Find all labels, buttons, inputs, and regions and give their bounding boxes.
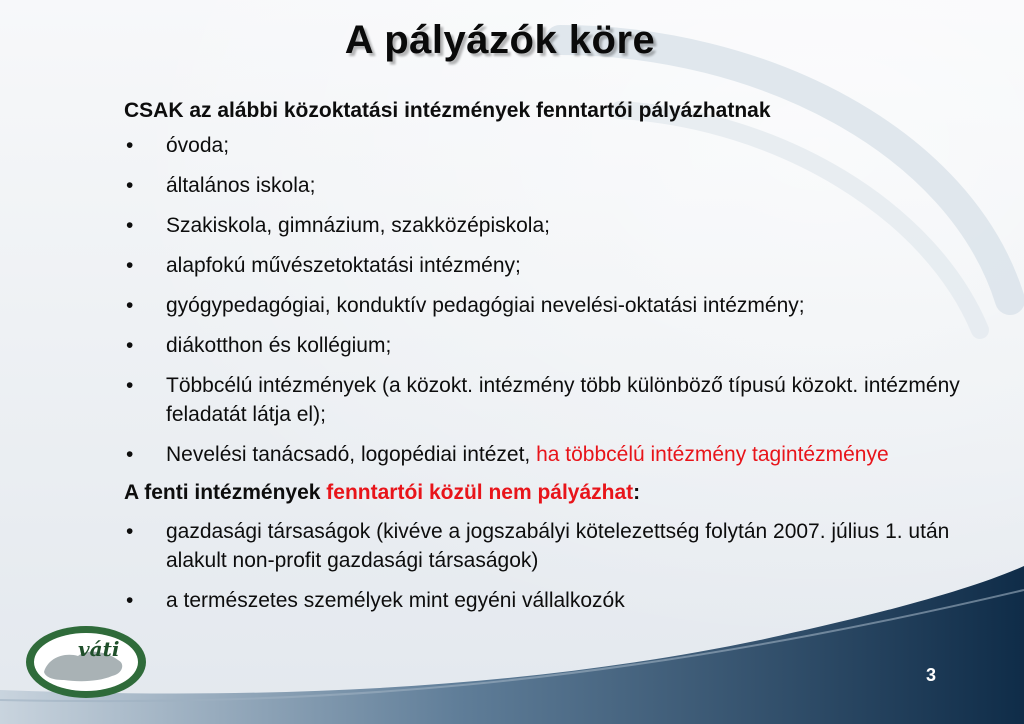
slide-title: A pályázók köre bbox=[344, 18, 656, 62]
eligible-heading: CSAK az alábbi közoktatási intézmények fenntartói pályázhatnak bbox=[124, 99, 771, 122]
bullet-point: • bbox=[126, 134, 134, 157]
excluded-intro bbox=[124, 478, 1014, 507]
list-item bbox=[124, 171, 1014, 200]
bullet-point: • bbox=[126, 334, 134, 357]
excluded-intro-suffix: : bbox=[633, 481, 641, 504]
list-item bbox=[124, 131, 1014, 160]
content-area bbox=[124, 96, 1014, 626]
bullet-point: • bbox=[126, 520, 134, 543]
excluded-intro-highlight: fenntartói közül nem pályázhat bbox=[326, 481, 634, 504]
list-item-text: gyógypedagógiai, konduktív pedagógiai nevelési-oktatási intézmény; bbox=[166, 294, 805, 317]
bullet-point: • bbox=[126, 374, 134, 397]
list-item-text: Szakiskola, gimnázium, szakközépiskola; bbox=[166, 214, 550, 237]
list-item bbox=[124, 586, 1014, 615]
logo-text: váti bbox=[78, 637, 120, 661]
list-item-text: diákotthon és kollégium; bbox=[166, 334, 392, 357]
page-number: 3 bbox=[925, 665, 936, 685]
list-item-text: a természetes személyek mint egyéni vállalkozók bbox=[166, 589, 625, 612]
list-item bbox=[124, 517, 1014, 575]
list-item-text: Többcélú intézmények (a közokt. intézmény több különböző típusú közokt. intézmény feladatát látja el); bbox=[166, 374, 960, 426]
list-item bbox=[124, 331, 1014, 360]
list-item bbox=[124, 211, 1014, 240]
bullet-point: • bbox=[126, 254, 134, 277]
bullet-point: • bbox=[126, 214, 134, 237]
vati-logo bbox=[18, 612, 158, 708]
list-item bbox=[124, 251, 1014, 280]
bullet-point: • bbox=[126, 174, 134, 197]
list-item-text: óvoda; bbox=[166, 134, 230, 157]
list-item bbox=[124, 291, 1014, 320]
list-item-text: gazdasági társaságok (kivéve a jogszabályi kötelezettség folytán 2007. július 1. után alakult non-profit gazdasági társaságok) bbox=[166, 520, 950, 572]
excluded-list bbox=[124, 517, 1014, 615]
list-item-text: általános iskola; bbox=[166, 174, 316, 197]
bullet-point: • bbox=[126, 443, 134, 466]
excluded-intro-prefix: A fenti intézmények bbox=[124, 481, 327, 504]
list-item-text: Nevelési tanácsadó, logopédiai intézet, bbox=[166, 443, 537, 466]
list-item-highlight: ha többcélú intézmény tagintézménye bbox=[536, 443, 889, 466]
list-item bbox=[124, 440, 1014, 469]
bullet-point: • bbox=[126, 294, 134, 317]
list-item bbox=[124, 371, 1014, 429]
bullet-point: • bbox=[126, 589, 134, 612]
eligible-list bbox=[124, 131, 1014, 469]
list-item-text: alapfokú művészetoktatási intézmény; bbox=[166, 254, 521, 277]
